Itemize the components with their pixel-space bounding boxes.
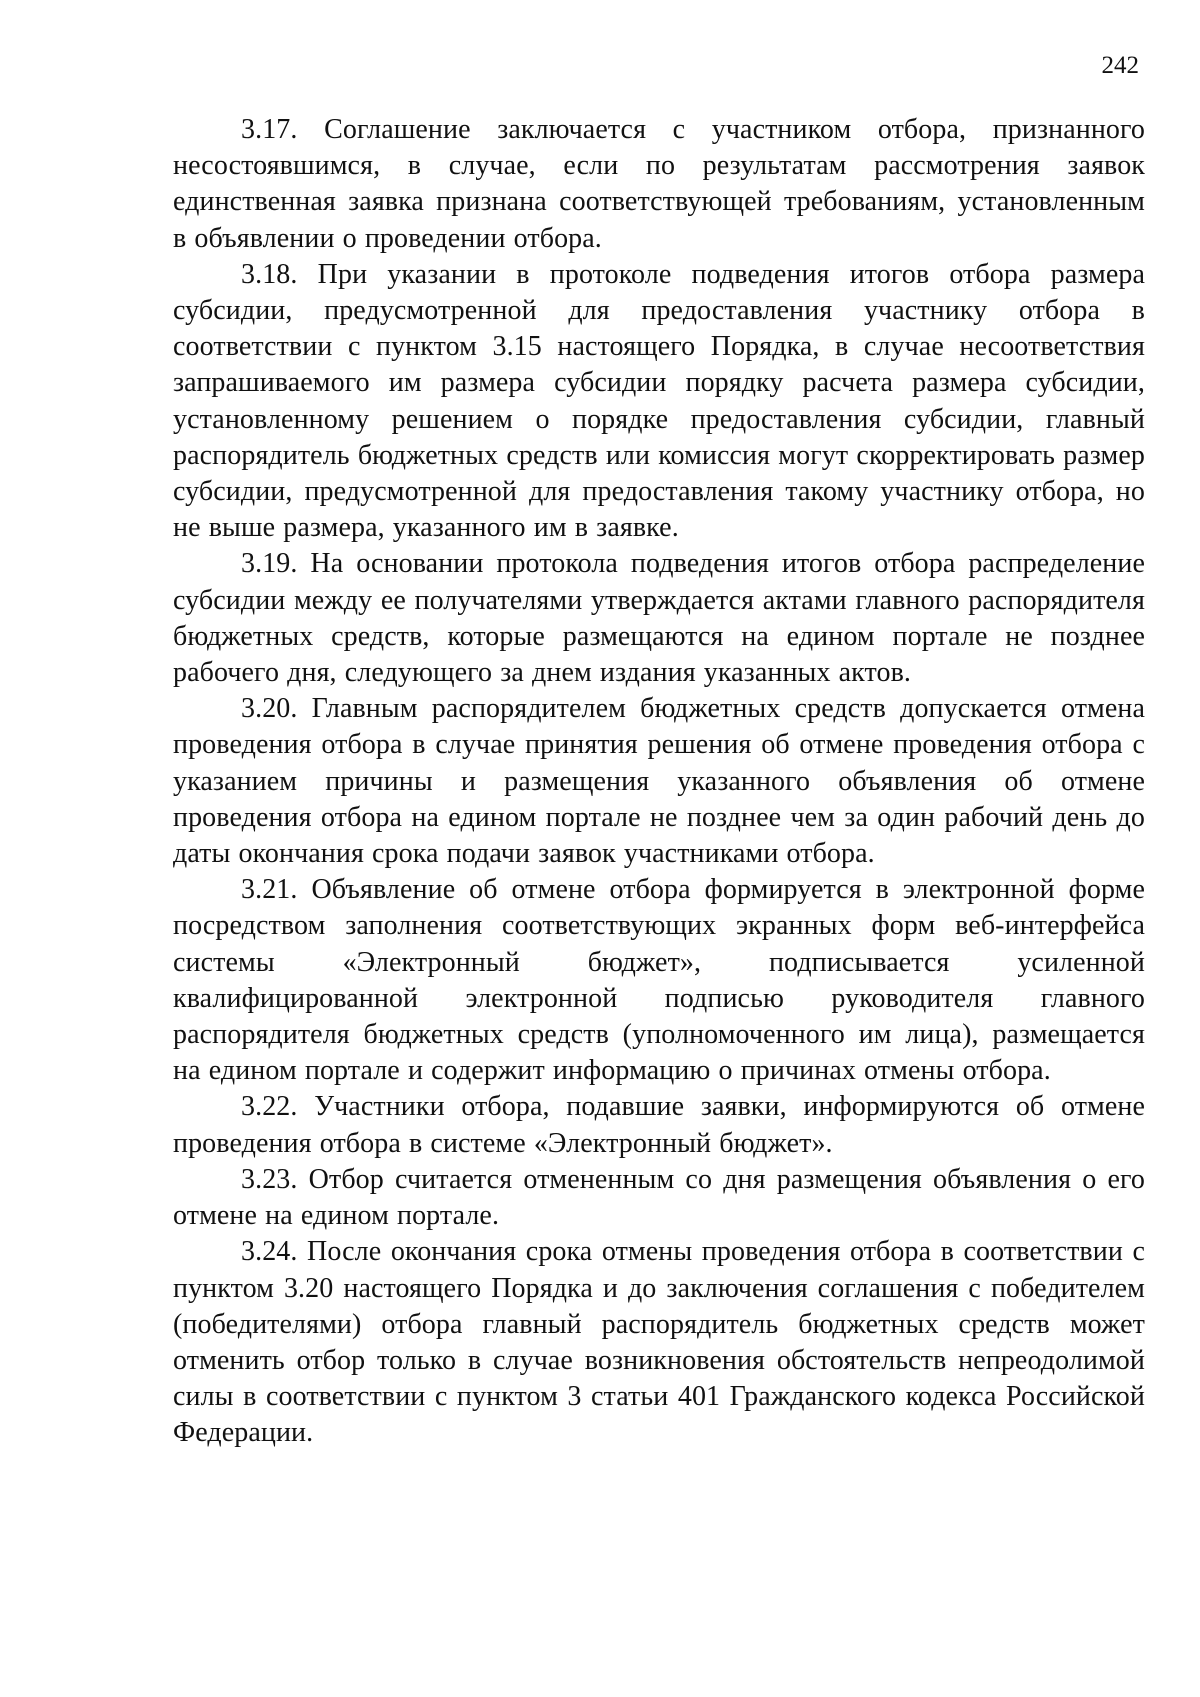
paragraph-3-23: 3.23. Отбор считается отмененным со дня размещения объявления о его отмене на едином портале. [173,1163,1145,1232]
document-body [173,112,1145,1452]
paragraph-3-20: 3.20. Главным распорядителем бюджетных средств допускается отмена проведения отбора в случае принятия решения об отмене проведения отбора с указанием причины и размещения указанного объявления об отмене проведения отбора на едином портале не позднее чем за один рабочий день до даты окончания срока подачи заявок участниками отбора. [173,693,1145,870]
paragraph-3-19: 3.19. На основании протокола подведения итогов отбора распределение субсидии между ее получателями утверждается актами главного распорядителя бюджетных средств, которые размещаются на едином портале не позднее рабочего дня, следующего за днем издания указанных актов. [173,548,1145,689]
page-number: 242 [1101,52,1139,79]
paragraph-3-21: 3.21. Объявление об отмене отбора формируется в электронной форме посредством заполнения соответствующих экранных форм веб-интерфейса системы «Электронный бюджет», подписывается усиленной квалифицированной электронной подписью руководителя главного распорядителя бюджетных средств (уполномоченного им лица), размещается на едином портале и содержит информацию о причинах отмены отбора. [173,874,1145,1087]
paragraph-3-17: 3.17. Соглашение заключается с участником отбора, признанного несостоявшимся, в случае, если по результатам рассмотрения заявок единственная заявка признана соответствующей требованиям, установленным в объявлении о проведении отбора. [173,114,1145,254]
paragraph-3-24: 3.24. После окончания срока отмены проведения отбора в соответствии с пунктом 3.20 настоящего Порядка и до заключения соглашения с победителем (победителями) отбора главный распорядитель бюджетных средств может отменить отбор только в случае возникновения обстоятельств непреодолимой силы в соответствии с пунктом 3 статьи 401 Гражданского кодекса Российской Федерации. [173,1236,1145,1449]
paragraph-3-18: 3.18. При указании в протоколе подведения итогов отбора размера субсидии, предусмотренной для предоставления участнику отбора в соответствии с пунктом 3.15 настоящего Порядка, в случае несоответствия запрашиваемого им размера субсидии порядку расчета размера субсидии, установленному решением о порядке предоставления субсидии, главный распорядитель бюджетных средств или комиссия могут скорректировать размер субсидии, предусмотренной для предоставления такому участнику отбора, но не выше размера, указанного им в заявке. [173,258,1145,544]
paragraph-3-22: 3.22. Участники отбора, подавшие заявки, информируются об отмене проведения отбора в системе «Электронный бюджет». [173,1091,1145,1159]
